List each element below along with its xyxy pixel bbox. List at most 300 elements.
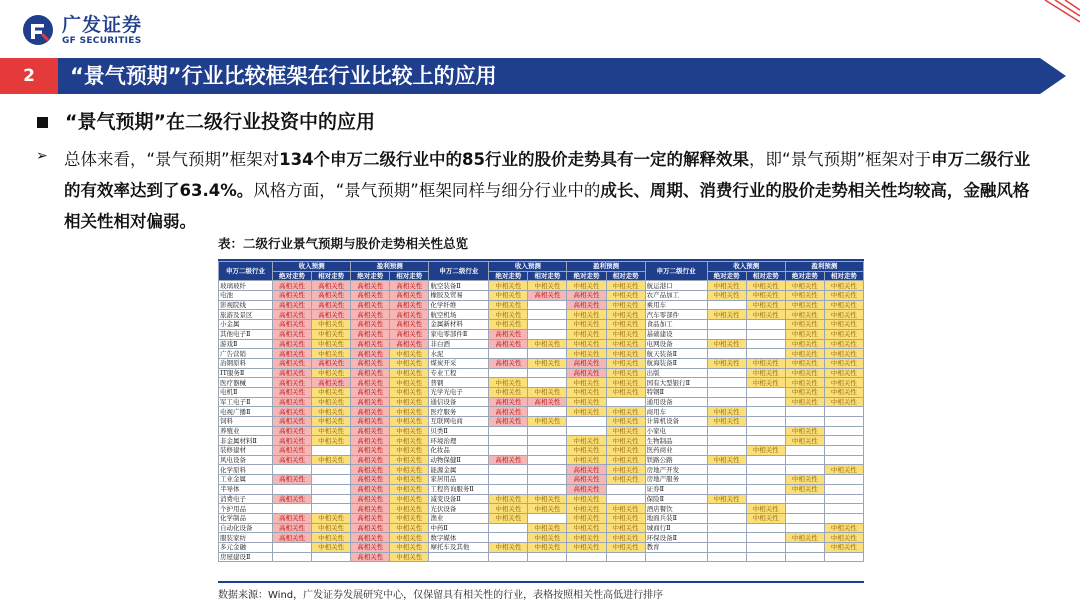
correlation-cell: 高相关性 bbox=[351, 465, 390, 475]
correlation-cell: 中相关性 bbox=[824, 523, 863, 533]
industry-name-cell: 小家电 bbox=[645, 426, 707, 436]
correlation-cell bbox=[746, 523, 785, 533]
correlation-cell: 高相关性 bbox=[390, 329, 429, 339]
correlation-cell: 中相关性 bbox=[824, 339, 863, 349]
industry-name-cell: 国有大型银行Ⅱ bbox=[645, 378, 707, 388]
industry-name-cell: 其他电子Ⅱ bbox=[219, 329, 273, 339]
industry-name-cell: 半导体 bbox=[219, 484, 273, 494]
table-row bbox=[219, 494, 864, 504]
correlation-cell: 中相关性 bbox=[567, 407, 606, 417]
correlation-cell: 高相关性 bbox=[273, 533, 312, 543]
brand-name-en: GF SECURITIES bbox=[62, 36, 142, 46]
body-paragraph: 总体来看，“景气预期”框架对134个申万二级行业中的85行业的股价走势具有一定的解释效果，即“景气预期”框架对于申万二级行业的有效率达到了63.4%。风格方面，“景气预期”框架同样与细分行业中的成长、周期、消费行业的股价走势相关性均较高，金融风格相关性相对偏弱。 bbox=[64, 150, 1031, 231]
correlation-cell: 高相关性 bbox=[351, 291, 390, 301]
correlation-cell bbox=[746, 465, 785, 475]
correlation-cell: 中相关性 bbox=[567, 504, 606, 514]
correlation-cell: 中相关性 bbox=[785, 484, 824, 494]
correlation-cell: 中相关性 bbox=[390, 397, 429, 407]
correlation-cell: 中相关性 bbox=[528, 504, 567, 514]
correlation-cell bbox=[528, 513, 567, 523]
correlation-cell: 中相关性 bbox=[567, 523, 606, 533]
correlation-cell: 中相关性 bbox=[528, 339, 567, 349]
data-source-note: 数据来源：Wind，广发证券发展研究中心，仅保留具有相关性的行业，表格按照相关性高低进行排序 bbox=[218, 590, 664, 601]
correlation-cell: 高相关性 bbox=[312, 291, 351, 301]
industry-name-cell: 能源金属 bbox=[429, 465, 489, 475]
correlation-cell: 中相关性 bbox=[528, 387, 567, 397]
correlation-cell bbox=[785, 552, 824, 562]
correlation-cell: 中相关性 bbox=[390, 504, 429, 514]
industry-name-cell: 化学原料 bbox=[219, 465, 273, 475]
correlation-cell bbox=[785, 513, 824, 523]
correlation-cell: 中相关性 bbox=[606, 446, 645, 456]
correlation-cell: 中相关性 bbox=[785, 397, 824, 407]
brand-name-cn: 广发证券 bbox=[62, 14, 143, 36]
correlation-cell: 中相关性 bbox=[567, 329, 606, 339]
correlation-cell bbox=[746, 475, 785, 485]
industry-name-cell: 商用车 bbox=[645, 407, 707, 417]
table-row bbox=[219, 320, 864, 330]
correlation-cell: 中相关性 bbox=[390, 533, 429, 543]
correlation-cell: 中相关性 bbox=[785, 436, 824, 446]
correlation-cell: 中相关性 bbox=[606, 349, 645, 359]
correlation-cell: 高相关性 bbox=[351, 339, 390, 349]
correlation-cell bbox=[312, 446, 351, 456]
correlation-cell: 高相关性 bbox=[351, 523, 390, 533]
correlation-cell: 高相关性 bbox=[273, 426, 312, 436]
header-rel: 相对走势 bbox=[824, 271, 863, 281]
industry-name-cell bbox=[645, 552, 707, 562]
correlation-cell: 中相关性 bbox=[390, 378, 429, 388]
correlation-cell bbox=[273, 552, 312, 562]
header-abs: 绝对走势 bbox=[489, 271, 528, 281]
correlation-cell bbox=[707, 397, 746, 407]
correlation-cell bbox=[528, 465, 567, 475]
correlation-cell: 中相关性 bbox=[567, 281, 606, 291]
industry-name-cell: 电视广播Ⅱ bbox=[219, 407, 273, 417]
correlation-cell bbox=[746, 426, 785, 436]
correlation-cell: 高相关性 bbox=[273, 455, 312, 465]
industry-name-cell: 农产品加工 bbox=[645, 291, 707, 301]
correlation-cell: 中相关性 bbox=[390, 387, 429, 397]
table-header-row-1 bbox=[219, 262, 864, 272]
correlation-cell: 中相关性 bbox=[567, 339, 606, 349]
industry-name-cell: 小金属 bbox=[219, 320, 273, 330]
correlation-cell: 中相关性 bbox=[824, 533, 863, 543]
industry-name-cell: 汽车零部件 bbox=[645, 310, 707, 320]
table-row bbox=[219, 378, 864, 388]
correlation-cell: 中相关性 bbox=[312, 349, 351, 359]
industry-name-cell: 消费电子 bbox=[219, 494, 273, 504]
correlation-cell: 中相关性 bbox=[785, 475, 824, 485]
industry-name-cell: 保险Ⅱ bbox=[645, 494, 707, 504]
correlation-cell: 高相关性 bbox=[312, 358, 351, 368]
correlation-cell bbox=[528, 310, 567, 320]
industry-name-cell: 计算机设备 bbox=[645, 417, 707, 427]
correlation-cell: 高相关性 bbox=[489, 397, 528, 407]
correlation-cell: 高相关性 bbox=[528, 397, 567, 407]
correlation-cell bbox=[746, 417, 785, 427]
correlation-cell: 中相关性 bbox=[312, 397, 351, 407]
correlation-cell: 中相关性 bbox=[707, 291, 746, 301]
industry-name-cell: 非金属材料Ⅱ bbox=[219, 436, 273, 446]
correlation-cell: 中相关性 bbox=[606, 329, 645, 339]
table-row bbox=[219, 349, 864, 359]
correlation-cell: 中相关性 bbox=[785, 358, 824, 368]
industry-name-cell: 金属新材料 bbox=[429, 320, 489, 330]
correlation-cell: 中相关性 bbox=[824, 329, 863, 339]
industry-name-cell: 医药商业 bbox=[645, 446, 707, 456]
correlation-cell: 高相关性 bbox=[489, 417, 528, 427]
correlation-cell: 中相关性 bbox=[489, 378, 528, 388]
correlation-cell bbox=[707, 446, 746, 456]
correlation-cell: 高相关性 bbox=[273, 436, 312, 446]
correlation-cell bbox=[528, 446, 567, 456]
header-rel: 相对走势 bbox=[312, 271, 351, 281]
correlation-cell bbox=[312, 465, 351, 475]
correlation-cell bbox=[746, 320, 785, 330]
correlation-cell: 高相关性 bbox=[489, 455, 528, 465]
industry-name-cell: 风电设备 bbox=[219, 455, 273, 465]
correlation-cell: 高相关性 bbox=[390, 281, 429, 291]
header-profit: 盈利预测 bbox=[567, 262, 645, 272]
industry-name-cell: 环境治理 bbox=[429, 436, 489, 446]
correlation-cell: 中相关性 bbox=[707, 455, 746, 465]
industry-name-cell: 证券Ⅱ bbox=[645, 484, 707, 494]
table-row bbox=[219, 542, 864, 552]
industry-name-cell: 航空机场 bbox=[429, 310, 489, 320]
correlation-cell: 中相关性 bbox=[312, 513, 351, 523]
correlation-cell: 中相关性 bbox=[390, 552, 429, 562]
correlation-cell bbox=[567, 426, 606, 436]
correlation-cell bbox=[707, 329, 746, 339]
correlation-cell: 中相关性 bbox=[606, 504, 645, 514]
industry-name-cell: 基础建设 bbox=[645, 329, 707, 339]
correlation-cell: 中相关性 bbox=[746, 291, 785, 301]
correlation-cell bbox=[528, 300, 567, 310]
correlation-cell: 中相关性 bbox=[606, 513, 645, 523]
correlation-cell: 高相关性 bbox=[273, 339, 312, 349]
header-abs: 绝对走势 bbox=[785, 271, 824, 281]
correlation-cell bbox=[746, 407, 785, 417]
industry-name-cell: 装修建材 bbox=[219, 446, 273, 456]
correlation-cell: 中相关性 bbox=[606, 378, 645, 388]
correlation-cell bbox=[785, 504, 824, 514]
correlation-cell: 中相关性 bbox=[785, 329, 824, 339]
correlation-cell: 中相关性 bbox=[312, 407, 351, 417]
correlation-cell: 中相关性 bbox=[824, 542, 863, 552]
correlation-cell: 中相关性 bbox=[489, 310, 528, 320]
correlation-cell: 高相关性 bbox=[273, 397, 312, 407]
correlation-cell: 中相关性 bbox=[606, 358, 645, 368]
correlation-cell: 高相关性 bbox=[351, 368, 390, 378]
correlation-cell: 中相关性 bbox=[746, 281, 785, 291]
correlation-cell: 高相关性 bbox=[351, 446, 390, 456]
correlation-cell bbox=[528, 552, 567, 562]
correlation-cell: 中相关性 bbox=[746, 446, 785, 456]
correlation-cell: 高相关性 bbox=[351, 397, 390, 407]
correlation-cell: 高相关性 bbox=[351, 504, 390, 514]
table-row bbox=[219, 484, 864, 494]
correlation-cell bbox=[785, 465, 824, 475]
correlation-cell: 中相关性 bbox=[707, 494, 746, 504]
industry-name-cell: 光学光电子 bbox=[429, 387, 489, 397]
correlation-cell: 高相关性 bbox=[351, 494, 390, 504]
correlation-cell: 中相关性 bbox=[606, 417, 645, 427]
correlation-cell bbox=[746, 455, 785, 465]
industry-name-cell: 特钢Ⅱ bbox=[645, 387, 707, 397]
industry-name-cell: 通信设备 bbox=[429, 397, 489, 407]
correlation-cell: 中相关性 bbox=[746, 504, 785, 514]
arrow-bullet-icon: ➢ bbox=[36, 148, 48, 164]
correlation-cell bbox=[489, 446, 528, 456]
correlation-cell bbox=[528, 329, 567, 339]
correlation-cell bbox=[528, 407, 567, 417]
correlation-cell bbox=[707, 475, 746, 485]
section-title: “景气预期”行业比较框架在行业比较上的应用 bbox=[70, 64, 497, 88]
header-abs: 绝对走势 bbox=[567, 271, 606, 281]
industry-name-cell: 多元金融 bbox=[219, 542, 273, 552]
correlation-cell: 中相关性 bbox=[707, 339, 746, 349]
correlation-cell: 高相关性 bbox=[273, 291, 312, 301]
correlation-cell: 中相关性 bbox=[567, 533, 606, 543]
industry-name-cell: 地面兵装Ⅱ bbox=[645, 513, 707, 523]
correlation-cell: 中相关性 bbox=[707, 358, 746, 368]
correlation-cell: 中相关性 bbox=[567, 310, 606, 320]
table-row bbox=[219, 436, 864, 446]
correlation-cell bbox=[707, 320, 746, 330]
header-revenue: 收入预测 bbox=[489, 262, 567, 272]
correlation-cell: 高相关性 bbox=[489, 407, 528, 417]
correlation-cell: 中相关性 bbox=[528, 542, 567, 552]
industry-name-cell: 酒店餐饮 bbox=[645, 504, 707, 514]
correlation-cell: 中相关性 bbox=[606, 291, 645, 301]
industry-name-cell: 服装家纺 bbox=[219, 533, 273, 543]
correlation-cell: 高相关性 bbox=[273, 417, 312, 427]
industry-name-cell: 养殖业 bbox=[219, 426, 273, 436]
correlation-cell bbox=[528, 378, 567, 388]
correlation-cell: 中相关性 bbox=[528, 358, 567, 368]
correlation-cell: 中相关性 bbox=[606, 455, 645, 465]
industry-name-cell: 工程咨询服务Ⅱ bbox=[429, 484, 489, 494]
correlation-cell bbox=[707, 349, 746, 359]
correlation-cell bbox=[273, 504, 312, 514]
correlation-cell: 高相关性 bbox=[567, 475, 606, 485]
square-bullet-icon bbox=[37, 117, 48, 128]
table-header-row-2 bbox=[219, 271, 864, 281]
correlation-cell: 中相关性 bbox=[746, 378, 785, 388]
correlation-cell bbox=[312, 475, 351, 485]
correlation-cell bbox=[528, 320, 567, 330]
correlation-cell: 高相关性 bbox=[312, 310, 351, 320]
correlation-cell bbox=[746, 397, 785, 407]
correlation-cell: 中相关性 bbox=[528, 523, 567, 533]
header-revenue: 收入预测 bbox=[273, 262, 351, 272]
correlation-cell: 中相关性 bbox=[489, 291, 528, 301]
correlation-cell: 中相关性 bbox=[707, 281, 746, 291]
correlation-cell: 高相关性 bbox=[390, 320, 429, 330]
correlation-cell: 高相关性 bbox=[351, 320, 390, 330]
correlation-cell: 高相关性 bbox=[351, 329, 390, 339]
correlation-cell: 高相关性 bbox=[273, 523, 312, 533]
correlation-cell bbox=[746, 349, 785, 359]
correlation-cell bbox=[785, 494, 824, 504]
correlation-cell bbox=[707, 533, 746, 543]
table-row bbox=[219, 368, 864, 378]
correlation-cell: 中相关性 bbox=[746, 368, 785, 378]
correlation-cell: 中相关性 bbox=[390, 484, 429, 494]
industry-name-cell: 自动化设备 bbox=[219, 523, 273, 533]
correlation-cell: 中相关性 bbox=[390, 349, 429, 359]
industry-name-cell: 航运港口 bbox=[645, 281, 707, 291]
industry-name-cell: 房屋建设Ⅱ bbox=[219, 552, 273, 562]
correlation-cell bbox=[746, 329, 785, 339]
table-row bbox=[219, 397, 864, 407]
correlation-cell: 中相关性 bbox=[489, 300, 528, 310]
industry-name-cell: 通用设备 bbox=[645, 397, 707, 407]
header-abs: 绝对走势 bbox=[273, 271, 312, 281]
correlation-cell: 中相关性 bbox=[785, 281, 824, 291]
industry-name-cell: 生物制品 bbox=[645, 436, 707, 446]
correlation-cell bbox=[606, 397, 645, 407]
correlation-cell: 中相关性 bbox=[824, 349, 863, 359]
correlation-cell: 中相关性 bbox=[746, 310, 785, 320]
correlation-cell: 中相关性 bbox=[824, 300, 863, 310]
correlation-cell: 中相关性 bbox=[707, 407, 746, 417]
correlation-cell bbox=[707, 378, 746, 388]
correlation-cell bbox=[824, 513, 863, 523]
correlation-cell: 中相关性 bbox=[606, 407, 645, 417]
brand-logo bbox=[22, 14, 192, 50]
correlation-cell: 中相关性 bbox=[489, 281, 528, 291]
correlation-cell: 高相关性 bbox=[273, 407, 312, 417]
industry-name-cell: 互联网电商 bbox=[429, 417, 489, 427]
correlation-cell bbox=[489, 368, 528, 378]
industry-name-cell: 家电零部件Ⅱ bbox=[429, 329, 489, 339]
correlation-cell bbox=[746, 494, 785, 504]
correlation-cell: 中相关性 bbox=[785, 387, 824, 397]
correlation-cell bbox=[489, 523, 528, 533]
correlation-cell: 中相关性 bbox=[606, 465, 645, 475]
correlation-cell: 中相关性 bbox=[606, 387, 645, 397]
correlation-cell bbox=[746, 484, 785, 494]
industry-name-cell: 房地产开发 bbox=[645, 465, 707, 475]
correlation-cell: 中相关性 bbox=[785, 349, 824, 359]
industry-name-cell: 化学制品 bbox=[219, 513, 273, 523]
industry-name-cell: 教育 bbox=[645, 542, 707, 552]
correlation-cell: 高相关性 bbox=[567, 484, 606, 494]
correlation-cell bbox=[824, 504, 863, 514]
industry-name-cell: 水泥 bbox=[429, 349, 489, 359]
table-row bbox=[219, 513, 864, 523]
correlation-cell: 中相关性 bbox=[824, 291, 863, 301]
correlation-cell bbox=[707, 426, 746, 436]
correlation-cell bbox=[273, 465, 312, 475]
correlation-cell: 高相关性 bbox=[567, 368, 606, 378]
correlation-cell bbox=[824, 475, 863, 485]
correlation-cell: 中相关性 bbox=[606, 281, 645, 291]
correlation-cell: 中相关性 bbox=[606, 475, 645, 485]
correlation-cell bbox=[489, 484, 528, 494]
correlation-cell: 中相关性 bbox=[785, 339, 824, 349]
correlation-cell: 高相关性 bbox=[273, 368, 312, 378]
correlation-cell bbox=[707, 552, 746, 562]
correlation-cell bbox=[528, 349, 567, 359]
correlation-cell: 中相关性 bbox=[567, 446, 606, 456]
table-row bbox=[219, 291, 864, 301]
correlation-cell bbox=[707, 436, 746, 446]
correlation-cell: 高相关性 bbox=[567, 300, 606, 310]
correlation-cell: 中相关性 bbox=[390, 368, 429, 378]
industry-name-cell bbox=[429, 552, 489, 562]
correlation-cell: 高相关性 bbox=[351, 513, 390, 523]
correlation-cell: 中相关性 bbox=[606, 339, 645, 349]
correlation-cell: 中相关性 bbox=[567, 378, 606, 388]
correlation-cell bbox=[273, 542, 312, 552]
correlation-cell: 中相关性 bbox=[312, 455, 351, 465]
correlation-cell: 中相关性 bbox=[824, 387, 863, 397]
correlation-cell: 中相关性 bbox=[707, 310, 746, 320]
industry-name-cell: 广告营销 bbox=[219, 349, 273, 359]
industry-name-cell: 专业工程 bbox=[429, 368, 489, 378]
industry-name-cell: 影视院线 bbox=[219, 300, 273, 310]
section-number: 2 bbox=[23, 66, 35, 86]
correlation-cell: 中相关性 bbox=[824, 320, 863, 330]
correlation-cell: 中相关性 bbox=[606, 368, 645, 378]
correlation-cell: 高相关性 bbox=[351, 475, 390, 485]
table-row bbox=[219, 475, 864, 485]
correlation-cell: 中相关性 bbox=[528, 533, 567, 543]
correlation-cell: 高相关性 bbox=[273, 475, 312, 485]
correlation-cell bbox=[785, 455, 824, 465]
correlation-cell: 高相关性 bbox=[273, 281, 312, 291]
correlation-cell: 高相关性 bbox=[312, 300, 351, 310]
table-row bbox=[219, 533, 864, 543]
correlation-cell: 中相关性 bbox=[606, 426, 645, 436]
correlation-cell: 中相关性 bbox=[390, 358, 429, 368]
table-row bbox=[219, 387, 864, 397]
correlation-cell bbox=[785, 446, 824, 456]
industry-name-cell: 旅游及景区 bbox=[219, 310, 273, 320]
correlation-cell: 中相关性 bbox=[785, 310, 824, 320]
correlation-cell: 高相关性 bbox=[351, 533, 390, 543]
table-row bbox=[219, 455, 864, 465]
header-rel: 相对走势 bbox=[390, 271, 429, 281]
correlation-cell: 中相关性 bbox=[489, 504, 528, 514]
header-rel: 相对走势 bbox=[606, 271, 645, 281]
table-row bbox=[219, 300, 864, 310]
correlation-cell: 高相关性 bbox=[390, 339, 429, 349]
industry-name-cell: 冶钢原料 bbox=[219, 358, 273, 368]
correlation-cell bbox=[528, 475, 567, 485]
correlation-cell: 高相关性 bbox=[351, 349, 390, 359]
correlation-cell: 中相关性 bbox=[785, 426, 824, 436]
correlation-cell: 高相关性 bbox=[351, 378, 390, 388]
correlation-cell: 中相关性 bbox=[567, 455, 606, 465]
correlation-cell: 中相关性 bbox=[489, 513, 528, 523]
correlation-cell: 中相关性 bbox=[785, 368, 824, 378]
industry-name-cell: 航海装备Ⅱ bbox=[645, 358, 707, 368]
correlation-cell: 中相关性 bbox=[785, 291, 824, 301]
correlation-cell: 中相关性 bbox=[390, 542, 429, 552]
correlation-cell bbox=[824, 426, 863, 436]
correlation-cell bbox=[489, 465, 528, 475]
correlation-cell: 高相关性 bbox=[351, 542, 390, 552]
industry-name-cell: 渔业 bbox=[429, 513, 489, 523]
correlation-cell: 中相关性 bbox=[785, 320, 824, 330]
correlation-cell: 高相关性 bbox=[567, 358, 606, 368]
correlation-cell bbox=[707, 513, 746, 523]
industry-name-cell: 食品加工 bbox=[645, 320, 707, 330]
